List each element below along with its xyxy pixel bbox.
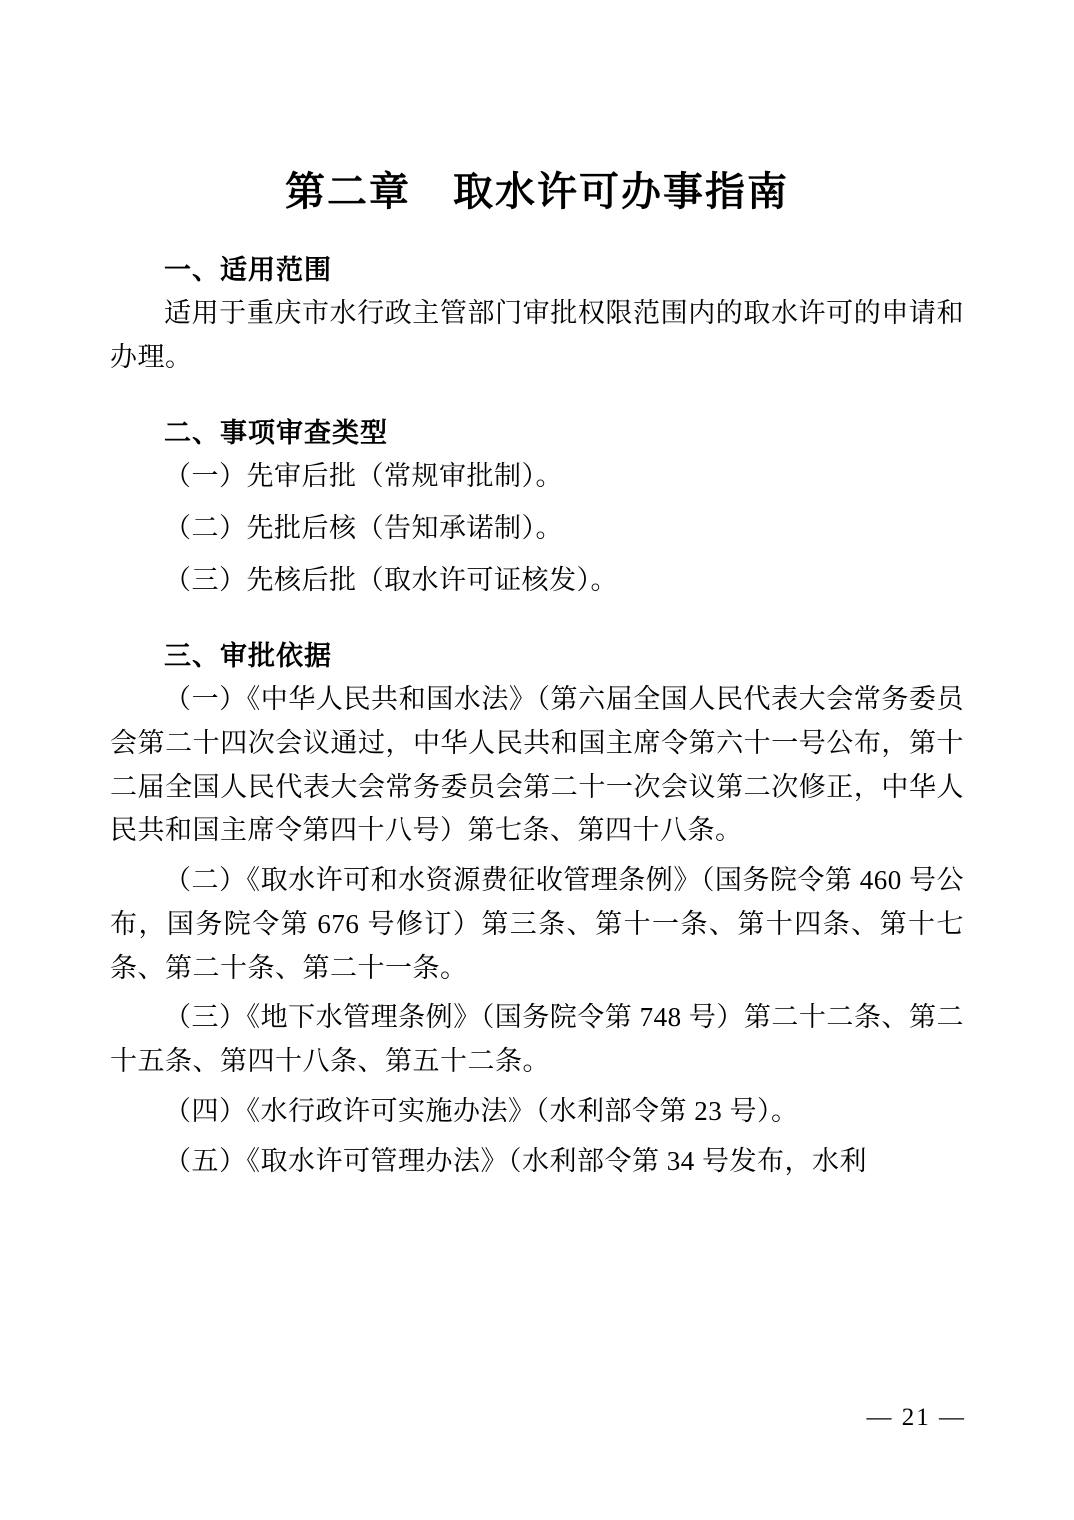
section-heading-scope: 一、适用范围 (164, 255, 332, 285)
paragraph-approval-basis-5: （五）《取水许可管理办法》（水利部令第 34 号发布，水利 (164, 1145, 867, 1176)
paragraph-approval-basis-1: （一）《中华人民共和国水法》（第六届全国人民代表大会常务委员会第二十四次会议通过，中华人民共和国主席令第六十一号公布，第十二届全国人民代表大会常务委员会第二十一次会议第二次修正，中华人民共和国主席令第四十八号）第七条、第四十八条。 (110, 684, 964, 846)
paragraph-review-type-1: （一）先审后批（常规审批制）。 (164, 461, 563, 492)
paragraph-review-type-3: （三）先核后批（取水许可证核发）。 (164, 564, 618, 595)
paragraph-review-type-2: （二）先批后核（告知承诺制）。 (164, 512, 563, 543)
page-title: 第二章 取水许可办事指南 (285, 169, 789, 214)
section-heading-approval-basis: 三、审批依据 (164, 641, 332, 672)
paragraph-scope-1: 适用于重庆市水行政主管部门审批权限范围内的取水许可的申请和办理。 (110, 297, 964, 372)
paragraph-approval-basis-4: （四）《水行政许可实施办法》（水利部令第 23 号）。 (164, 1095, 799, 1126)
section-heading-review-type: 二、事项审查类型 (164, 418, 388, 449)
paragraph-approval-basis-2: （二）《取水许可和水资源费征收管理条例》（国务院令第 460 号公布，国务院令第 676 号修订）第三条、第十一条、第十四条、第十七条、第二十条、第二十一条。 (110, 865, 964, 983)
page-number: — 21 — (866, 1404, 966, 1431)
paragraph-approval-basis-3: （三）《地下水管理条例》（国务院令第 748 号）第二十二条、第二十五条、第四十八条、第五十二条。 (110, 1002, 964, 1077)
page-content (110, 0, 964, 1183)
